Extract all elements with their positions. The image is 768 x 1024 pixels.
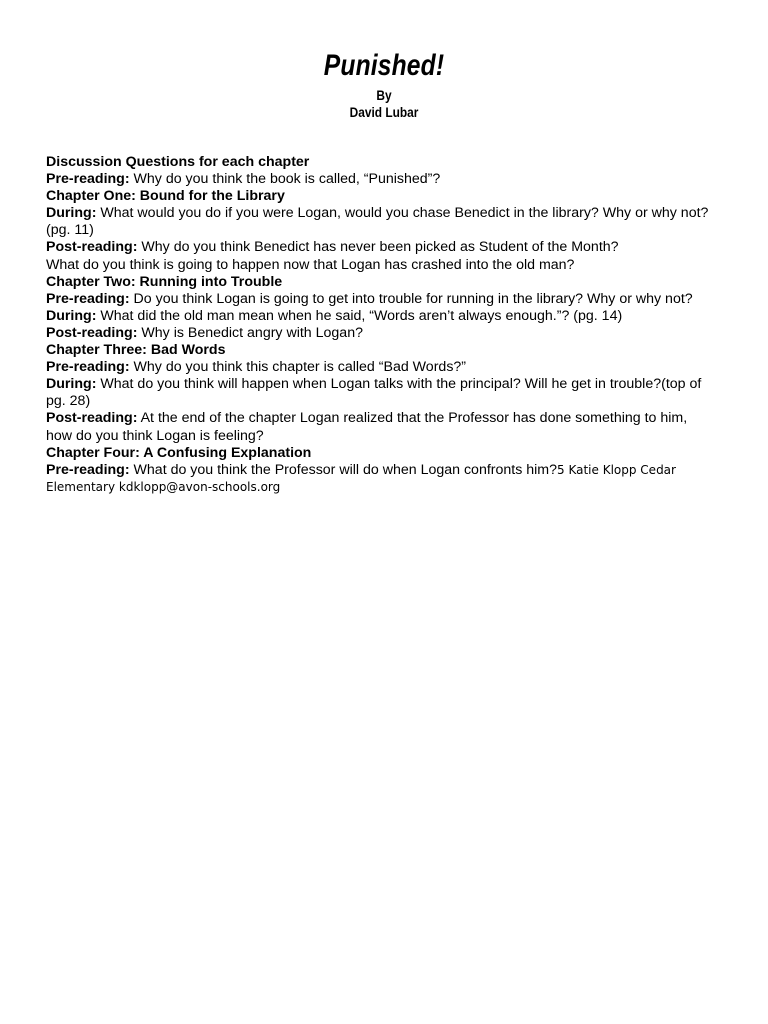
chapter-two-during (46, 308, 736, 325)
question-text: What did the old man mean when he said, “Words aren’t always enough.”? (pg. 14) (96, 307, 623, 324)
chapter-four-heading: Chapter Four: A Confusing Explanation (46, 444, 312, 461)
question-label: Pre-reading: (46, 359, 130, 376)
question-label: During: (46, 205, 97, 222)
chapter-two-pre (46, 291, 736, 308)
chapter-three-during-cont: pg. 28) (46, 393, 91, 410)
chapter-one-post-cont: What do you think is going to happen now that Logan has crashed into the old man? (46, 256, 575, 273)
question-label: Pre-reading: (46, 290, 130, 307)
question-text: What do you think will happen when Logan talks with the principal? Will he get in trouble?(top of (96, 376, 702, 393)
footer-credit: 5 Katie Klopp Cedar (557, 462, 676, 477)
document-title: Punished! (323, 49, 445, 82)
question-text: At the end of the chapter Logan realized that the Professor has done something to him, (137, 410, 688, 427)
chapter-one-during (46, 205, 736, 222)
question-text: Why do you think this chapter is called “Bad Words?” (129, 359, 467, 376)
chapter-one-post (46, 239, 736, 256)
question-label: Pre-reading: (46, 171, 130, 188)
question-label: Post-reading: (46, 410, 138, 427)
chapter-four-pre (46, 462, 736, 479)
question-label: Post-reading: (46, 239, 138, 256)
footer-credit-cont: Elementary kdklopp@avon-schools.org (46, 479, 281, 494)
question-pre-reading-book (46, 171, 736, 188)
question-text: Why do you think the book is called, “Punished”? (129, 171, 441, 188)
question-text: What do you think the Professor will do when Logan confronts him? (129, 461, 558, 478)
chapter-three-heading: Chapter Three: Bad Words (46, 342, 226, 359)
intro-heading: Discussion Questions for each chapter (46, 154, 310, 170)
chapter-one-heading: Chapter One: Bound for the Library (46, 188, 285, 205)
chapter-three-post-cont: how do you think Logan is feeling? (46, 427, 264, 444)
question-label: Pre-reading: (46, 461, 130, 478)
question-text: Do you think Logan is going to get into trouble for running in the library? Why or why not? (129, 290, 693, 307)
question-text: What would you do if you were Logan, would you chase Benedict in the library? Why or why not? (96, 205, 709, 222)
question-text: Why do you think Benedict has never been picked as Student of the Month? (137, 239, 619, 256)
question-label: Post-reading: (46, 324, 138, 341)
chapter-three-pre (46, 359, 736, 376)
byline-by: By (376, 87, 392, 103)
question-label: During: (46, 376, 97, 393)
chapter-two-post (46, 325, 736, 342)
chapter-one-during-cont: (pg. 11) (46, 222, 94, 239)
chapter-three-post (46, 410, 736, 427)
discussion-questions (46, 154, 736, 496)
chapter-three-during (46, 376, 736, 393)
author-name: David Lubar (349, 104, 419, 120)
question-text: Why is Benedict angry with Logan? (137, 324, 363, 341)
question-label: During: (46, 307, 97, 324)
chapter-two-heading: Chapter Two: Running into Trouble (46, 273, 283, 290)
